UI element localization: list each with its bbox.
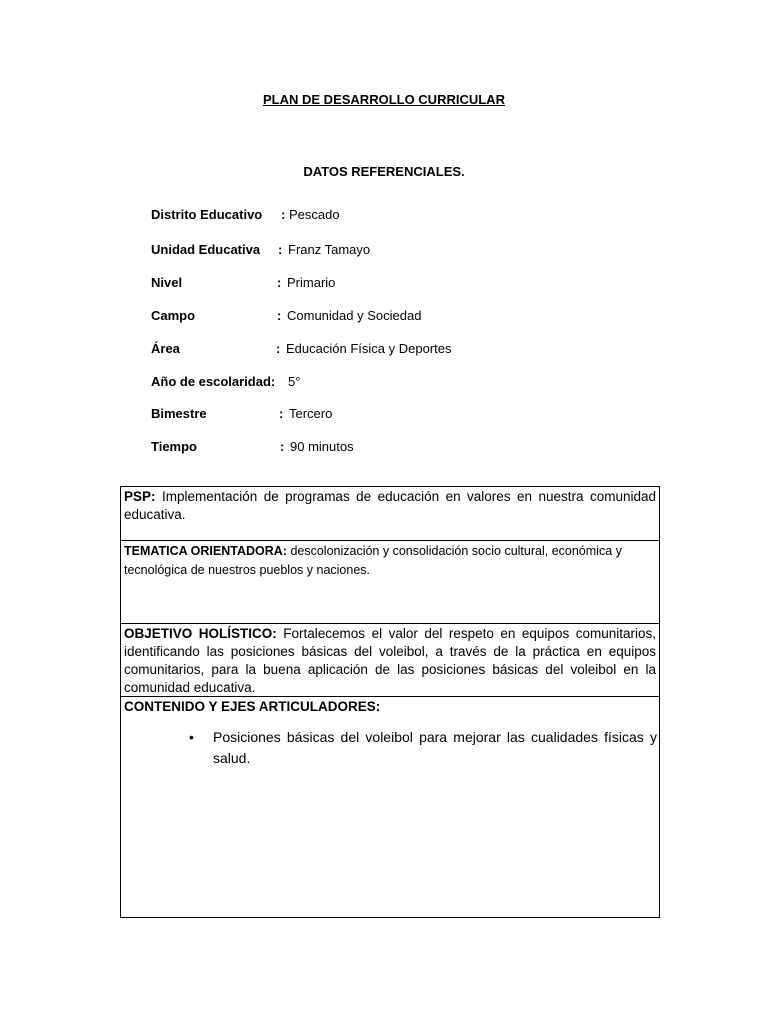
field-label: Nivel — [151, 275, 183, 290]
contenido-box — [120, 696, 660, 918]
psp-label: PSP: — [124, 489, 156, 504]
section-subtitle: DATOS REFERENCIALES. — [303, 164, 465, 179]
psp-text: Implementación de programas de educación en valores en nuestra comunidad educativa. — [124, 489, 656, 522]
field-separator: : — [277, 308, 282, 323]
field-value: Tercero — [289, 406, 333, 421]
objetivo-text: Fortalecemos el valor del respeto en equipos comunitarios, identificando las posiciones básicas del voleibol, a través de la práctica en equipos comunitarios, para la buena aplicación de las posiciones básicas del voleibol en la comunidad educativa. — [124, 626, 656, 695]
field-label: Bimestre — [151, 406, 207, 421]
tematica-text: descolonización y consolidación socio cultural, económica y tecnológica de nuestros pueblos y naciones. — [124, 544, 622, 577]
field-label: Área — [151, 341, 180, 356]
field-value: 5° — [288, 374, 301, 389]
field-value: Primario — [287, 275, 336, 290]
field-anio — [151, 374, 301, 389]
field-tiempo — [151, 439, 354, 454]
field-value: 90 minutos — [290, 439, 354, 454]
field-value: Pescado — [289, 207, 340, 222]
field-separator: : — [278, 242, 283, 257]
field-campo — [151, 308, 422, 323]
list-item — [189, 727, 657, 769]
objetivo-label: OBJETIVO HOLÍSTICO: — [124, 626, 277, 641]
field-separator: : — [279, 406, 284, 421]
objetivo-box — [120, 623, 660, 697]
field-value: Educación Física y Deportes — [286, 341, 452, 356]
field-label: Año de escolaridad: — [151, 374, 276, 389]
field-separator: : — [280, 439, 285, 454]
field-unidad — [151, 242, 371, 257]
field-label: Distrito Educativo — [151, 207, 263, 222]
field-value: Franz Tamayo — [288, 242, 371, 257]
field-label: Campo — [151, 308, 196, 323]
contenido-label: CONTENIDO Y EJES ARTICULADORES: — [124, 699, 381, 714]
field-label: Tiempo — [151, 439, 197, 454]
field-label: Unidad Educativa — [151, 242, 261, 257]
tematica-box — [120, 540, 660, 624]
field-nivel — [151, 275, 336, 290]
bullet-icon: • — [189, 729, 194, 745]
field-distrito — [151, 207, 340, 222]
field-bimestre — [151, 406, 333, 421]
field-separator: : — [281, 207, 286, 222]
document-title: PLAN DE DESARROLLO CURRICULAR — [263, 92, 505, 107]
bullet-text: Posiciones básicas del voleibol para mejorar las cualidades físicas y salud. — [213, 729, 657, 766]
field-value: Comunidad y Sociedad — [287, 308, 422, 323]
field-separator: : — [276, 341, 281, 356]
psp-box — [120, 486, 660, 541]
tematica-label: TEMATICA ORIENTADORA: — [124, 544, 287, 558]
field-area — [151, 341, 452, 356]
field-separator: : — [277, 275, 282, 290]
